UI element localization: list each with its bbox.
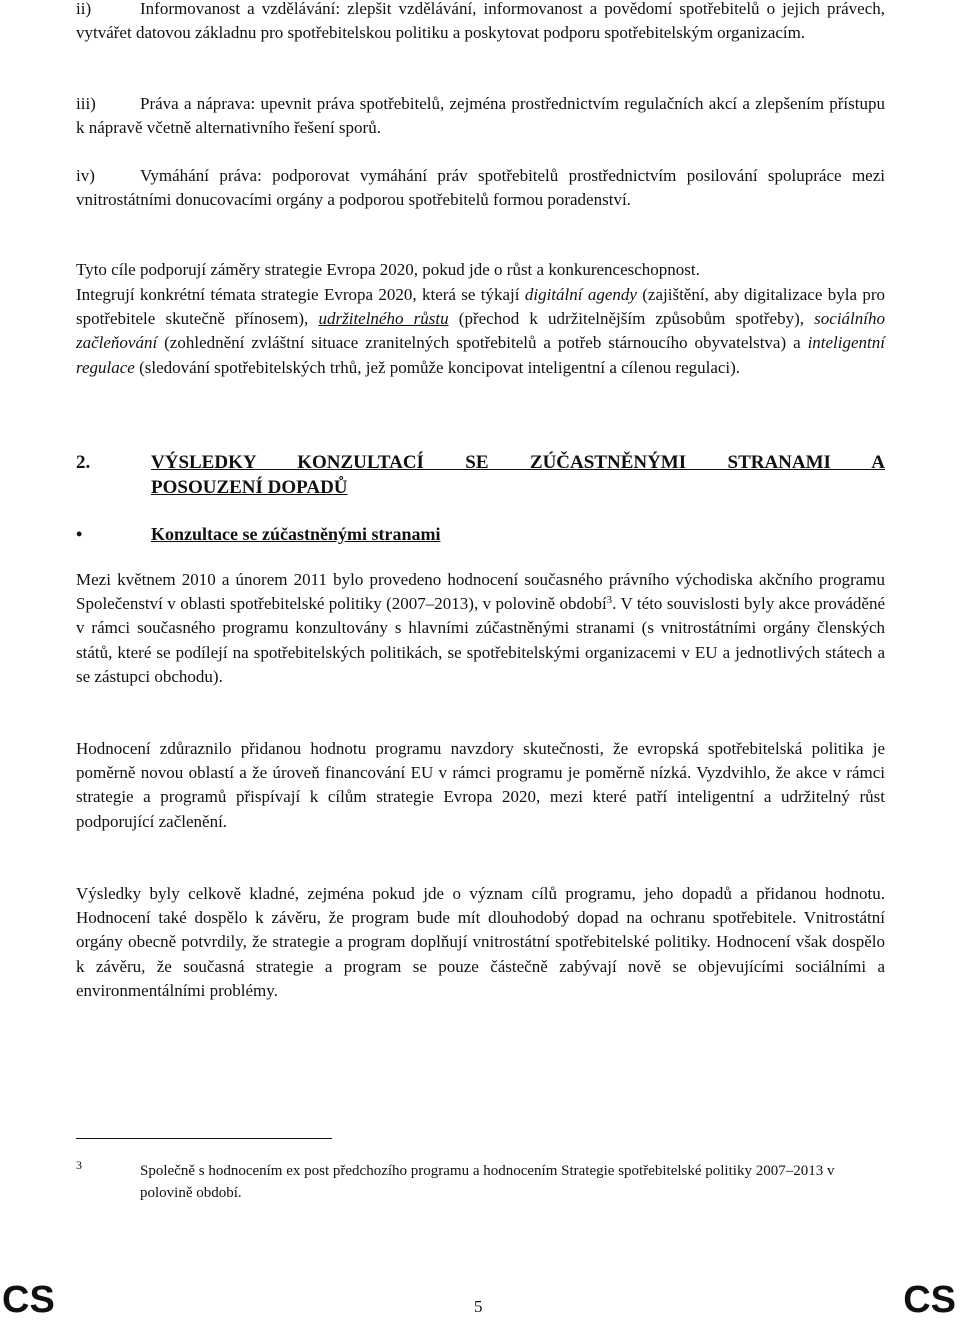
- list-item-ii: [76, 0, 885, 45]
- paragraph-integrate: [76, 283, 885, 380]
- list-item-iii: [76, 92, 885, 140]
- list-item-text: Vymáhání práva: podporovat vymáhání práv spotřebitelů prostřednictvím posilování spolupráce mezi vnitrostátními donucovacími orgány a podporou spotřebitelů formou poradenství.: [76, 166, 885, 210]
- list-item-label: iv): [76, 166, 95, 185]
- text-run: (zohlednění zvláštní situace zranitelných spotřebitelů a potřeb stárnoucího obyvatelstva) a: [157, 333, 808, 353]
- paragraph-consultation: [76, 568, 885, 689]
- text-run: Mezi květnem 2010 a únorem 2011 bylo provedeno hodnocení současného právního východiska akčního programu Společenství v oblasti spotřebitelské politiky (2007–2013), v polovině období: [76, 570, 885, 614]
- paragraph-goals: Tyto cíle podporují záměry strategie Evropa 2020, pokud jde o růst a konkurenceschopnost.: [76, 260, 700, 279]
- list-item-iv: [76, 164, 885, 212]
- text-run: Integrují konkrétní témata strategie Evropa 2020, která se týkají: [76, 285, 525, 304]
- footer-language-right: CS: [903, 1279, 956, 1321]
- bullet-heading-text: Konzultace se zúčastněnými stranami: [151, 524, 441, 544]
- paragraph-evaluation: Hodnocení zdůraznilo přidanou hodnotu programu navzdory skutečnosti, že evropská spotřebitelská politika je poměrně novou oblastí a že úroveň financování EU v rámci programu je poměrně nízká. Vyzdvihlo, že akce v rámci strategie a programů přispívají k cílům strategie Evropa 2020, mezi které patří inteligentní a udržitelný růst podporující začlenění.: [76, 739, 885, 831]
- footnote-divider: [76, 1138, 332, 1139]
- footer-language-left: CS: [2, 1279, 55, 1321]
- page-number: 5: [474, 1297, 483, 1316]
- emphasis-digital-agenda: digitální agendy: [524, 285, 637, 304]
- footnote-number: 3: [76, 1158, 82, 1172]
- text-run: (zajištění, aby digitalizace byla pro spotřebitele skutečně přínosem),: [76, 285, 886, 329]
- text-run: . V této souvislosti byly akce prováděné v rámci současného programu konzultovány s hlavními zúčastněnými stranami (s vnitrostátními orgány členských států, které se podílejí na spotřebitelských politikách, se spotřebitelskými organizacemi v EU a jednotlivých státech a se zástupci obchodu).: [76, 594, 885, 686]
- section-title-line1: VÝSLEDKY KONZULTACÍ SE ZÚČASTNĚNÝMI STRANAMI A: [151, 452, 885, 473]
- emphasis-smart-regulation: inteligentní regulace: [76, 333, 885, 377]
- bullet-icon: •: [76, 524, 83, 544]
- list-item-text: Práva a náprava: upevnit práva spotřebitelů, zejména prostřednictvím regulačních akcí a zlepšením přístupu k nápravě včetně alternativního řešení sporů.: [76, 94, 885, 138]
- emphasis-social-inclusion: sociálního začleňování: [76, 309, 885, 353]
- section-title-line2: POSOUZENÍ DOPADŮ: [151, 477, 348, 498]
- text-run: (sledování spotřebitelských trhů, jež pomůže koncipovat inteligentní a cílenou regulaci).: [134, 357, 741, 377]
- text-run: (přechod k udržitelnějším způsobům spotřeby),: [448, 309, 815, 329]
- section-heading: [76, 450, 885, 500]
- list-item-text: Informovanost a vzdělávání: zlepšit vzdělávání, informovanost a povědomí spotřebitelů o jejich právech, vytvářet datovou základnu pro spotřebitelskou politiku a poskytovat podporu spotřebitelským organizacím.: [76, 0, 885, 43]
- section-number: 2.: [76, 452, 91, 473]
- paragraph-results: Výsledky byly celkově kladné, zejména pokud jde o význam cílů programu, jeho dopadů a přidanou hodnotu. Hodnocení také dospělo k závěru, že program bude mít dlouhodobý dopad na ochranu spotřebitele. Vnitrostátní orgány obecně potvrdily, že strategie a program doplňují vnitrostátní spotřebitelské politiky. Hodnocení však dospělo k závěru, že současná strategie a program se pouze částečně zabývají nově se objevujícími sociálními a environmentálními problémy.: [76, 884, 885, 1000]
- footnote-reference[interactable]: 3: [606, 594, 613, 607]
- list-item-label: iii): [76, 94, 96, 113]
- list-item-label: ii): [76, 0, 92, 18]
- emphasis-sustainable-growth: udržitelného růstu: [318, 309, 449, 329]
- footnote-text: Společně s hodnocením ex post předchozího programu a hodnocením Strategie spotřebitelské politiky 2007–2013 v polovině období.: [140, 1163, 835, 1201]
